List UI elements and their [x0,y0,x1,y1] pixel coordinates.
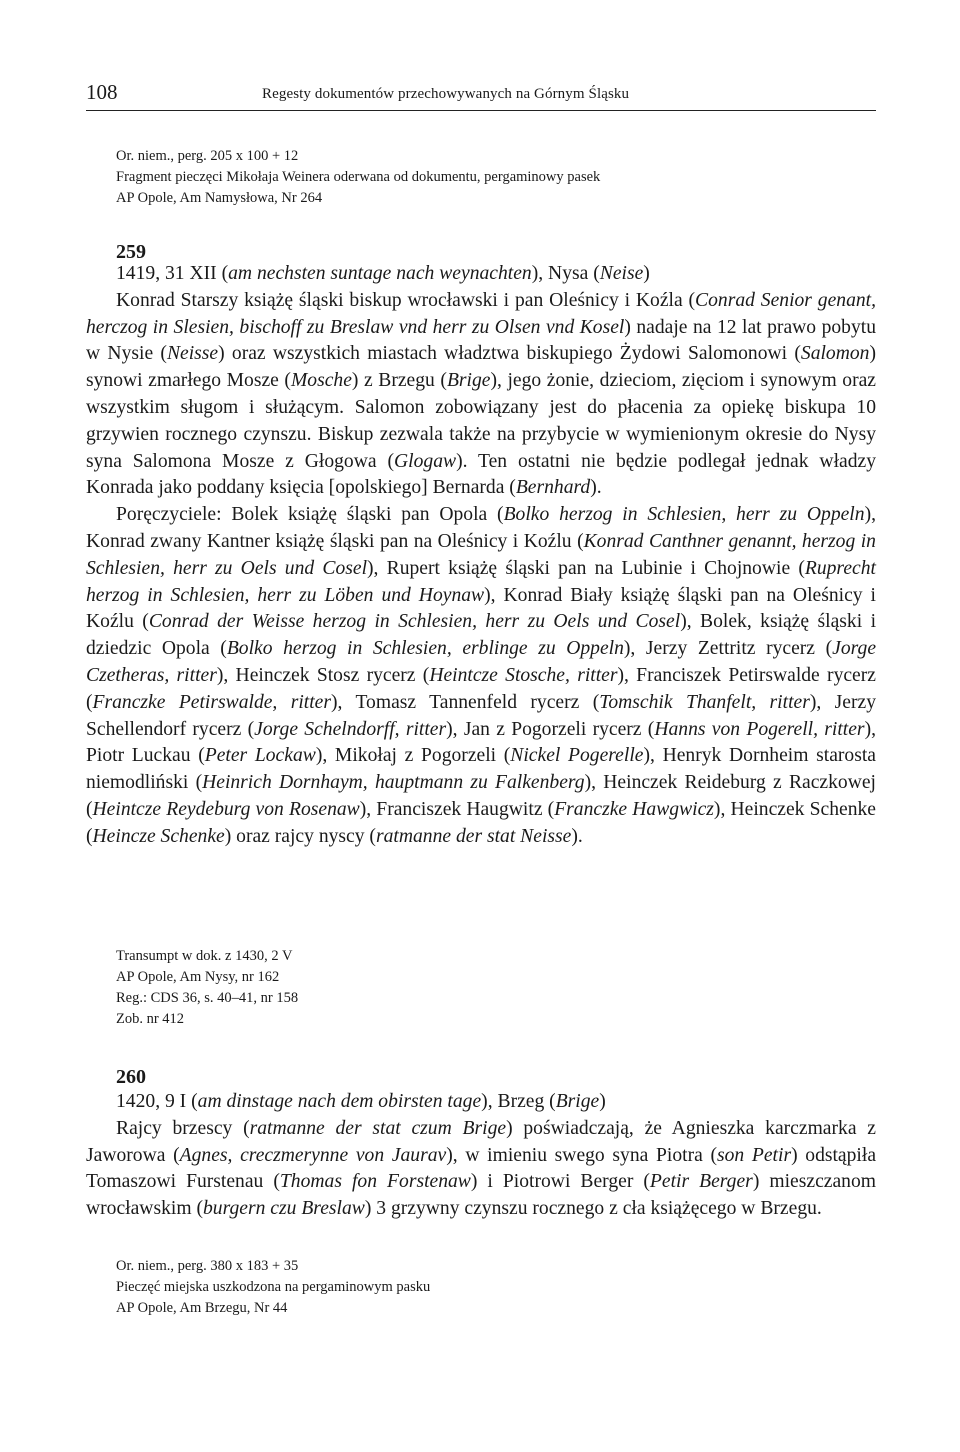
text-run: ) nadaje na 12 lat prawo pobytu w Nysie ( [86,316,876,365]
archival-notes-259 [116,946,298,1030]
text-run: ), Heinczek Reideburg z Raczkowej ( [86,772,876,820]
guarantors-paragraph [86,502,876,850]
original-phrase: Thomas fon Forstenaw [279,1171,471,1193]
original-phrase: Bernhard [515,477,591,499]
original-phrase: Heintcze Stosche, ritter [429,664,618,686]
text-run: ), Jerzy Schellendorf rycerz ( [86,691,876,740]
entry-260-body [86,1089,876,1223]
regest-paragraph [86,288,876,502]
entry-259-body [86,261,876,851]
text-run: ). Ten ostatni nie będzie podlegał jednak władzy Konrada jako poddany księcia [opolskiego] Bernarda ( [86,450,876,499]
text-run: ) 3 grzywny czynszu rocznego z cła książęcego w Brzegu. [364,1198,822,1220]
text-run: ), Bolek, książę śląski i dziedzic Opola ( [86,611,877,660]
text-run: ), Piotr Luckau ( [86,718,876,767]
original-phrase: son Petir [717,1144,792,1166]
entry-date-line: 1420, 9 I (am dinstage nach dem obirsten tage), Brzeg (Brige) [116,1091,606,1112]
original-phrase: Tomschik Thanfelt, ritter [599,691,810,713]
text-run: ) oraz rajcy nyscy ( [224,825,376,847]
text-run: ) mieszczanom wrocławskim ( [86,1171,876,1220]
original-phrase: Salomon [800,343,870,365]
text-run: Rajcy brzescy ( [116,1117,250,1139]
text-run: ), Rupert książę śląski pan na Lubinie i Chojnowie ( [367,557,805,579]
text-run: ) z Brzegu ( [351,370,447,392]
regest-paragraph [86,1116,876,1223]
text-run: ), Jan z Pogorzeli rycerz ( [446,718,655,740]
text-run: ) poświadczają, że Agnieszka karczmarka z Jaworowa ( [86,1117,877,1166]
entry-number: 260 [116,1066,146,1088]
text-run: ) oraz wszystkich miastach władztwa biskupiego Żydowi Salomonowi ( [218,343,801,365]
text-run: ), Franciszek Petirswalde rycerz ( [86,664,876,713]
original-phrase: Franczke Petirswalde, ritter [92,691,331,713]
original-phrase: Mosche [290,370,352,392]
text-run: ), Mikołaj z Pogorzeli ( [315,745,511,767]
original-phrase: Agnes, creczmerynne von Jaurav [179,1144,447,1166]
archival-notes-top [116,146,600,209]
text-run: ), Tomasz Tannenfeld rycerz ( [331,691,600,713]
text-run: ), Henryk Dornheim starosta niemodliński ( [86,745,876,794]
original-phrase: Brige [446,370,491,392]
archival-notes-260 [116,1256,430,1319]
original-phrase: Heinrich Dornhaym, hauptmann zu Falkenberg [202,772,585,794]
note-line: Transumpt w dok. z 1430, 2 V [116,948,293,964]
text-run: ). [590,477,602,499]
text-run: ), Franciszek Haugwitz ( [359,798,555,820]
text-run: ), Konrad zwany Kantner książę śląski pan na Oleśnicy i Koźlu ( [86,504,876,552]
original-phrase: burgern czu Breslaw [203,1198,365,1220]
note-line: AP Opole, Am Namysłowa, Nr 264 [116,190,323,206]
text-run: ), Jerzy Zettritz rycerz ( [623,638,833,660]
text-run: ) synowi zmarłego Mosze ( [86,343,876,392]
note-line: AP Opole, Am Brzegu, Nr 44 [116,1300,288,1316]
original-phrase: Jorge Czetheras, ritter [86,638,877,686]
note-line: Or. niem., perg. 380 x 183 + 35 [116,1258,299,1274]
original-phrase: Konrad Canthner genannt, herzog in Schlesien, herr zu Oels und Cosel [86,530,876,579]
text-run: ) i Piotrowi Berger ( [470,1171,650,1193]
original-phrase: Ruprecht herzog in Schlesien, herr zu Löben und Hoynaw [86,557,876,606]
original-phrase: Heincze Schenke [92,825,225,847]
original-phrase: ratmanne der stat Neisse [375,825,572,847]
page-number: 108 [86,80,118,104]
note-line: Reg.: CDS 36, s. 40–41, nr 158 [116,990,299,1006]
note-line: Or. niem., perg. 205 x 100 + 12 [116,148,299,164]
original-phrase: Conrad der Weisse herzog in Schlesien, herr zu Oels und Cosel [148,611,681,633]
text-run: ), Konrad Biały książę śląski pan na Oleśnicy i Koźlu ( [86,584,876,633]
text-run: ), Heinczek Schenke ( [86,798,877,847]
text-run: ) odstąpiła Tomaszowi Furstenau ( [86,1144,877,1193]
text-run: ), jego żonie, dzieciom, zięciom i synowym oraz wszystkim sługom i służącym. Salomon zobowiązany jest do płacenia za opiekę biskupa 10 grzywien rocznego czynszu. Biskup zezwala także na przybycie w wymienionym okresie do Nysy syna Salomona Mosze z Głogowa ( [86,370,876,472]
original-phrase: Petir Berger [649,1171,753,1193]
note-line: Zob. nr 412 [116,1011,185,1027]
text-run: ), Heinczek Stosz rycerz ( [216,664,430,686]
original-phrase: Franczke Hawgwicz [554,798,714,820]
original-phrase: Glogaw [394,450,457,472]
text-run: ). [571,825,583,847]
note-line: AP Opole, Am Nysy, nr 162 [116,969,280,985]
original-phrase: Conrad Senior genant, herczog in Slesien, bischoff zu Breslaw vnd herr zu Olsen vnd Kosel [86,289,876,338]
text-run: ), w imieniu swego syna Piotra ( [446,1144,717,1166]
original-phrase: Heintcze Reydeburg von Rosenaw [92,798,360,820]
entry-number: 259 [116,241,146,263]
original-phrase: Jorge Schelndorff, ritter [254,718,447,740]
original-phrase: Neisse [166,343,219,365]
page-header [86,80,876,111]
original-phrase: ratmanne der stat czum Brige [249,1117,507,1139]
text-run: Konrad Starszy książę śląski biskup wrocławski i pan Oleśnicy i Koźla ( [116,289,696,311]
original-phrase: Bolko herzog in Schlesien, herr zu Oppeln [503,504,865,526]
entry-date-line: 1419, 31 XII (am nechsten suntage nach weynachten), Nysa (Neise) [116,263,650,284]
note-line: Pieczęć miejska uszkodzona na pergaminowym pasku [116,1279,431,1295]
original-phrase: Peter Lockaw [204,745,316,767]
text-run: Poręczyciele: Bolek książę śląski pan Opola ( [116,504,504,526]
original-phrase: Bolko herzog in Schlesien, erblinge zu Oppeln [226,638,624,660]
note-line: Fragment pieczęci Mikołaja Weinera oderwana od dokumentu, pergaminowy pasek [116,169,601,185]
running-head: Regesty dokumentów przechowywanych na Górnym Śląsku [262,86,630,102]
original-phrase: Nickel Pogerelle [510,745,644,767]
original-phrase: Hanns von Pogerell, ritter [654,718,865,740]
